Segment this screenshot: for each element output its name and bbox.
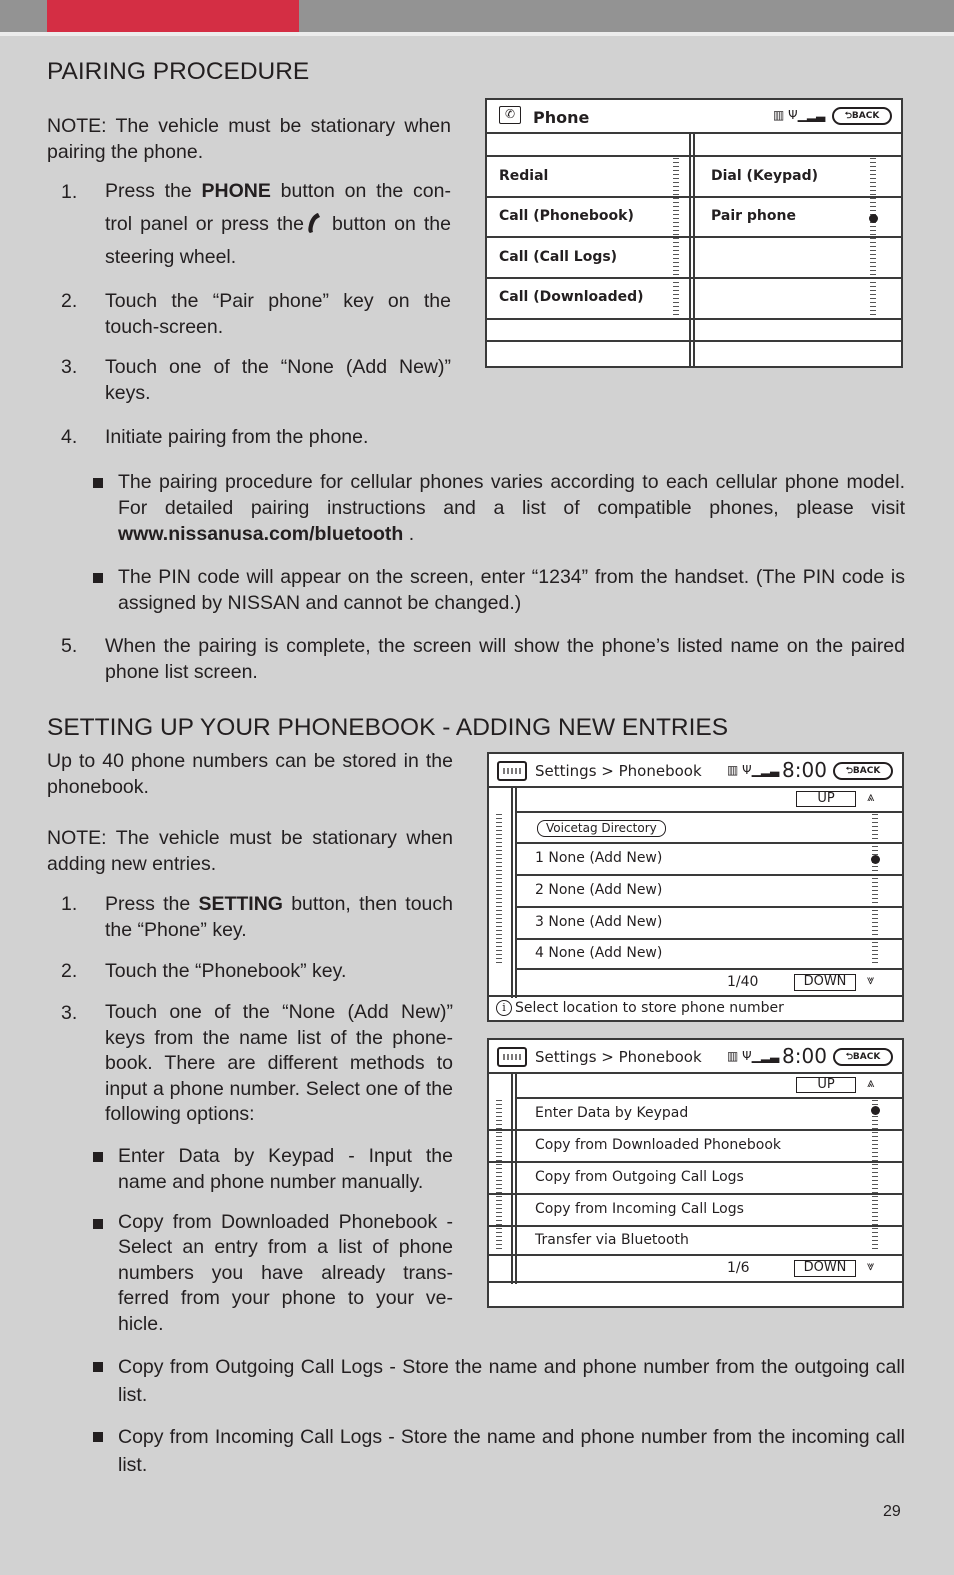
screen-header bbox=[489, 754, 902, 788]
back-arrow-icon: ⮌ bbox=[844, 111, 852, 121]
down-button[interactable]: DOWN bbox=[794, 1260, 856, 1277]
signal-icon: ▥ Ψ▁▂▃ bbox=[727, 1049, 780, 1063]
double-chevron-down-icon[interactable]: ⩔ bbox=[867, 973, 875, 988]
screen-header bbox=[487, 100, 901, 134]
dial-keypad-key[interactable]: Dial (Keypad) bbox=[711, 168, 819, 184]
back-button[interactable]: ⮌BACK bbox=[833, 1048, 893, 1066]
bluetooth-link[interactable]: www.nissanusa.com/bluetooth bbox=[118, 523, 404, 545]
signal-icon: ▥ Ψ▁▂▃ bbox=[727, 763, 780, 777]
step-number: 1. bbox=[61, 181, 78, 203]
phonebook-intro: Up to 40 phone numbers can be stored in the phonebook. bbox=[47, 750, 453, 798]
phonebook-note: NOTE: The vehicle must be stationary when adding new entries. bbox=[47, 827, 453, 875]
scroll-ticks bbox=[496, 814, 502, 964]
clock: 8:00 bbox=[782, 1044, 827, 1068]
back-button[interactable]: ⮌BACK bbox=[833, 762, 893, 780]
list-item[interactable]: 3 None (Add New) bbox=[535, 914, 663, 930]
back-arrow-icon: ⮌ bbox=[845, 1052, 853, 1062]
redial-key[interactable]: Redial bbox=[499, 168, 549, 184]
page-number: 29 bbox=[883, 1503, 901, 1520]
screen-title: Settings > Phonebook bbox=[535, 1048, 702, 1066]
signal-icon: ▥ Ψ▁▂▃ bbox=[773, 108, 826, 122]
scroll-ticks bbox=[872, 1100, 878, 1250]
double-chevron-up-icon[interactable]: ⩓ bbox=[867, 790, 875, 805]
voicetag-directory-button[interactable]: Voicetag Directory bbox=[537, 820, 666, 837]
scroll-position-dot bbox=[869, 214, 878, 223]
page-indicator: 1/6 bbox=[727, 1260, 750, 1276]
scroll-ticks bbox=[496, 1100, 502, 1250]
scroll-ticks bbox=[673, 158, 679, 318]
keyboard-icon bbox=[497, 1047, 527, 1067]
phone-icon: ✆ bbox=[499, 106, 521, 124]
list-item[interactable]: 2 None (Add New) bbox=[535, 882, 663, 898]
info-icon: i bbox=[496, 1000, 512, 1016]
copy-from-downloaded-phonebook-key[interactable]: Copy from Downloaded Phonebook bbox=[535, 1137, 782, 1153]
page-indicator: 1/40 bbox=[727, 974, 759, 990]
call-phonebook-key[interactable]: Call (Phonebook) bbox=[499, 208, 634, 224]
enter-data-by-keypad-key[interactable]: Enter Data by Keypad bbox=[535, 1105, 689, 1121]
setting-button-label: SETTING bbox=[198, 893, 283, 915]
bullet-square bbox=[93, 478, 103, 488]
back-arrow-icon: ⮌ bbox=[845, 766, 853, 776]
scroll-ticks bbox=[870, 158, 876, 318]
copy-from-incoming-call-logs-key[interactable]: Copy from Incoming Call Logs bbox=[535, 1201, 744, 1217]
section-tab-accent bbox=[47, 0, 299, 32]
step-text: Press the PHONE button on the con-trol panel or press the button on the steering wheel. bbox=[105, 180, 451, 268]
list-item[interactable]: 1 None (Add New) bbox=[535, 850, 663, 866]
pairing-note: NOTE: The vehicle must be stationary when pairing the phone. bbox=[47, 115, 451, 163]
call-downloaded-key[interactable]: Call (Downloaded) bbox=[499, 289, 644, 305]
copy-from-outgoing-call-logs-key[interactable]: Copy from Outgoing Call Logs bbox=[535, 1169, 744, 1185]
pair-phone-key[interactable]: Pair phone bbox=[711, 208, 796, 224]
section-title-pairing: PAIRING PROCEDURE bbox=[47, 58, 310, 85]
up-button[interactable]: UP bbox=[796, 791, 856, 807]
screen-title: Settings > Phonebook bbox=[535, 762, 702, 780]
double-chevron-up-icon[interactable]: ⩓ bbox=[867, 1076, 875, 1091]
phone-button-label: PHONE bbox=[201, 180, 271, 202]
down-button[interactable]: DOWN bbox=[794, 974, 856, 991]
transfer-via-bluetooth-key[interactable]: Transfer via Bluetooth bbox=[535, 1232, 689, 1248]
call-call-logs-key[interactable]: Call (Call Logs) bbox=[499, 249, 618, 265]
phonebook-add-options-screen bbox=[487, 1038, 904, 1308]
keyboard-icon bbox=[497, 761, 527, 781]
up-button[interactable]: UP bbox=[796, 1077, 856, 1093]
list-item[interactable]: 4 None (Add New) bbox=[535, 945, 663, 961]
phone-icon bbox=[306, 212, 322, 234]
phonebook-list-screen bbox=[487, 752, 904, 1022]
scroll-ticks bbox=[872, 814, 878, 964]
screen-header bbox=[489, 1040, 902, 1074]
scroll-position-dot bbox=[871, 1106, 880, 1115]
top-divider bbox=[0, 32, 954, 36]
footer-hint: Select location to store phone number bbox=[515, 1000, 784, 1016]
phone-menu-screen bbox=[485, 98, 903, 368]
screen-title: Phone bbox=[533, 108, 590, 127]
back-button[interactable]: ⮌BACK bbox=[832, 107, 892, 125]
section-title-phonebook: SETTING UP YOUR PHONEBOOK - ADDING NEW ENTRIES bbox=[47, 714, 729, 741]
clock: 8:00 bbox=[782, 758, 827, 782]
scroll-position-dot bbox=[871, 855, 880, 864]
double-chevron-down-icon[interactable]: ⩔ bbox=[867, 1259, 875, 1274]
top-bar bbox=[0, 0, 954, 32]
bullet-square bbox=[93, 573, 103, 583]
